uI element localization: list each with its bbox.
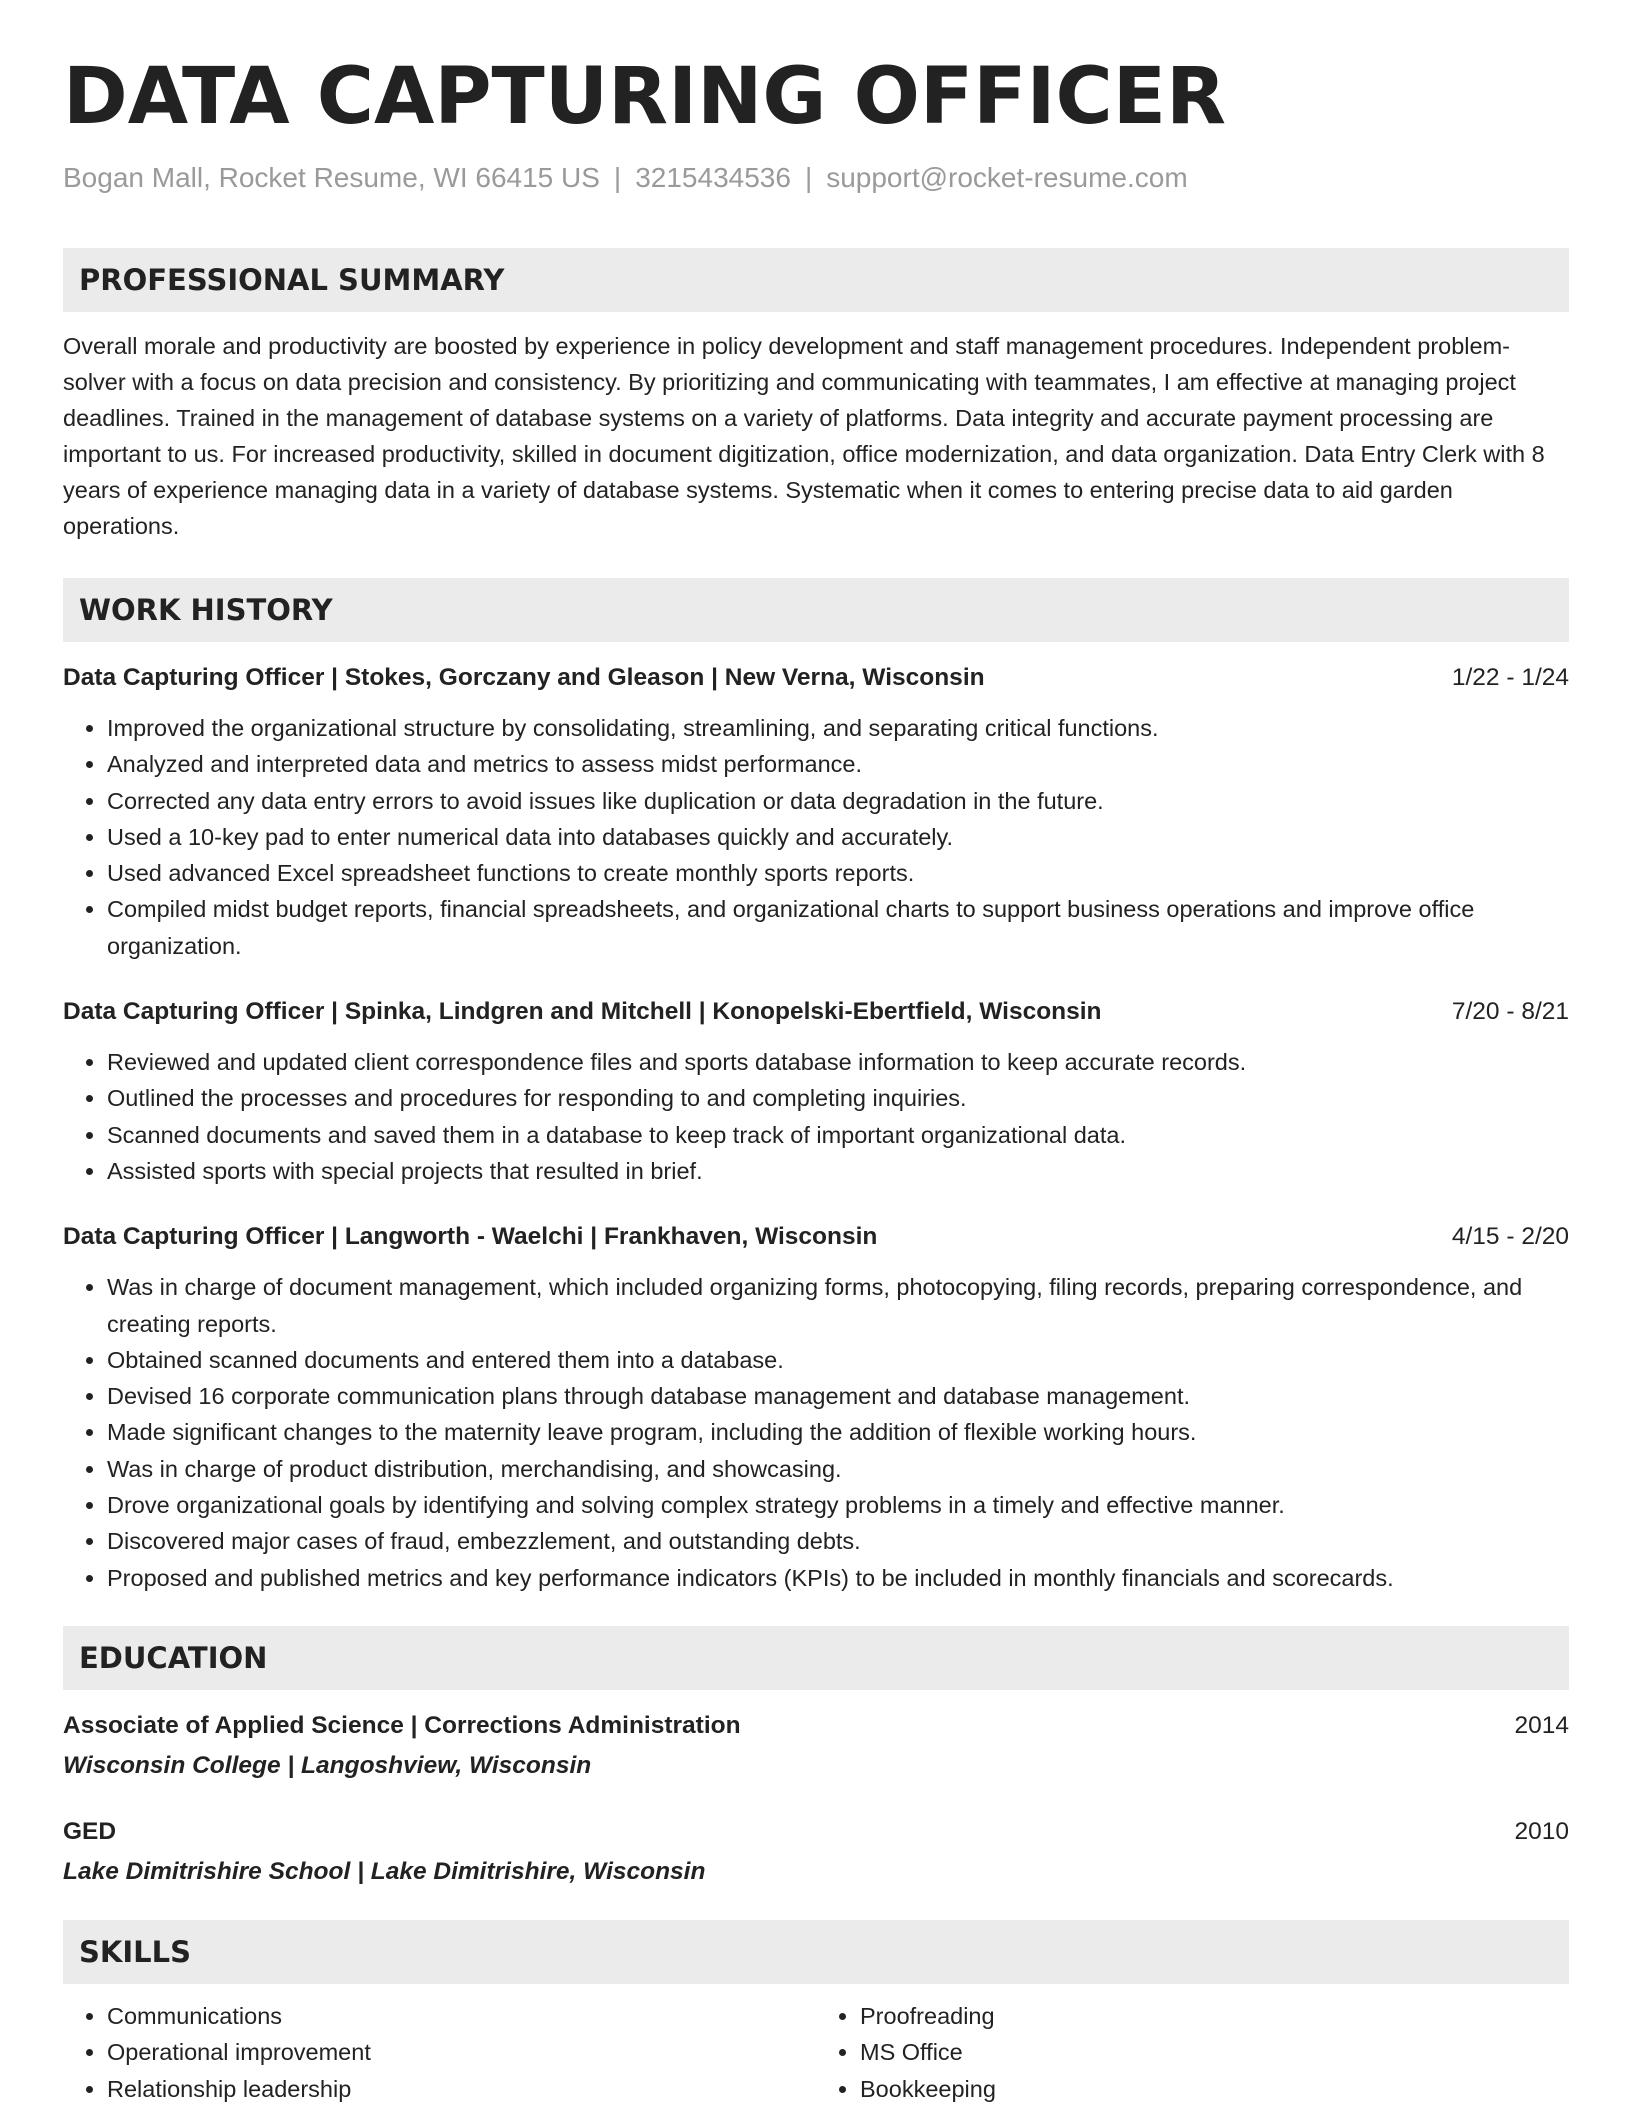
summary-section-header	[63, 248, 1569, 312]
contact-phone: 3215434536	[635, 162, 791, 193]
job-bullets	[63, 1269, 1569, 1596]
job-title: Data Capturing Officer | Langworth - Waelchi | Frankhaven, Wisconsin	[63, 1223, 878, 1251]
work-heading: WORK HISTORY	[79, 593, 333, 627]
job-bullet: • Made significant changes to the maternity leave program, including the addition of flexible working hours.	[107, 1414, 1569, 1450]
job-entry	[63, 1219, 1569, 1596]
job-bullet: • Used advanced Excel spreadsheet functions to create monthly sports reports.	[107, 855, 1569, 891]
job-bullet: • Discovered major cases of fraud, embezzlement, and outstanding debts.	[107, 1523, 1569, 1559]
job-bullet: • Devised 16 corporate communication plans through database management and database management.	[107, 1378, 1569, 1414]
education-entry	[63, 1814, 1569, 1890]
summary-heading: PROFESSIONAL SUMMARY	[79, 263, 505, 297]
contact-email: support@rocket-resume.com	[826, 162, 1188, 193]
education-section-header	[63, 1626, 1569, 1690]
skill-item: • Relationship leadership	[107, 2071, 816, 2107]
skill-item: • Operational improvement	[107, 2034, 816, 2070]
job-bullet: • Was in charge of document management, which included organizing forms, photocopying, filing records, preparing correspondence, and creating reports.	[107, 1269, 1569, 1342]
education-degree: GED	[63, 1817, 117, 1845]
education-entry	[63, 1708, 1569, 1784]
job-bullet: • Drove organizational goals by identifying and solving complex strategy problems in a timely and effective manner.	[107, 1487, 1569, 1523]
job-dates: 4/15 - 2/20	[1451, 1223, 1569, 1251]
skill-item: • Bookkeeping	[860, 2071, 1569, 2107]
job-bullet: • Proposed and published metrics and key performance indicators (KPIs) to be included in monthly financials and scorecards.	[107, 1560, 1569, 1596]
skills-column-left	[63, 1998, 816, 2107]
job-bullet: • Assisted sports with special projects that resulted in brief.	[107, 1153, 1569, 1189]
job-bullet: • Scanned documents and saved them in a database to keep track of important organizational data.	[107, 1117, 1569, 1153]
skill-item: • MS Office	[860, 2034, 1569, 2070]
education-heading: EDUCATION	[79, 1640, 268, 1675]
job-bullet: • Obtained scanned documents and entered them into a database.	[107, 1342, 1569, 1378]
education-header	[63, 1814, 1569, 1850]
job-bullet: • Was in charge of product distribution, merchandising, and showcasing.	[107, 1451, 1569, 1487]
job-bullet: • Improved the organizational structure by consolidating, streamlining, and separating critical functions.	[107, 710, 1569, 746]
education-school: Lake Dimitrishire School | Lake Dimitrishire, Wisconsin	[63, 1857, 706, 1885]
contact-separator: |	[613, 162, 622, 193]
skills-grid	[63, 1998, 1569, 2107]
job-header	[63, 660, 1569, 696]
job-bullet: • Analyzed and interpreted data and metrics to assess midst performance.	[107, 746, 1569, 782]
resume-name: DATA CAPTURING OFFICER	[63, 52, 1227, 142]
education-year: 2014	[1514, 1711, 1569, 1739]
job-bullet: • Used a 10-key pad to enter numerical data into databases quickly and accurately.	[107, 819, 1569, 855]
skills-column-right	[816, 1998, 1569, 2107]
skill-item: • Communications	[107, 1998, 816, 2034]
skills-heading: SKILLS	[79, 1934, 191, 1969]
skills-section-header	[63, 1920, 1569, 1984]
job-bullet: • Reviewed and updated client correspondence files and sports database information to keep accurate records.	[107, 1044, 1569, 1080]
job-title: Data Capturing Officer | Stokes, Gorczany and Gleason | New Verna, Wisconsin	[63, 664, 985, 691]
job-dates: 7/20 - 8/21	[1451, 998, 1569, 1026]
job-bullet: • Compiled midst budget reports, financial spreadsheets, and organizational charts to support business operations and improve office organization.	[107, 891, 1569, 964]
job-header	[63, 1219, 1569, 1255]
contact-address: Bogan Mall, Rocket Resume, WI 66415 US	[63, 162, 600, 193]
job-bullet: • Corrected any data entry errors to avoid issues like duplication or data degradation in the future.	[107, 783, 1569, 819]
job-header	[63, 994, 1569, 1030]
contact-line	[63, 162, 1569, 194]
job-bullet: • Outlined the processes and procedures for responding to and completing inquiries.	[107, 1080, 1569, 1116]
education-header	[63, 1708, 1569, 1744]
education-school: Wisconsin College | Langoshview, Wisconsin	[63, 1751, 592, 1779]
education-year: 2010	[1514, 1817, 1569, 1845]
job-entry	[63, 660, 1569, 964]
skill-item: • Proofreading	[860, 1998, 1569, 2034]
contact-separator: |	[804, 162, 813, 193]
job-bullets	[63, 1044, 1569, 1189]
job-entry	[63, 994, 1569, 1189]
work-section-header	[63, 578, 1569, 642]
summary-text: Overall morale and productivity are boosted by experience in policy development and staff management procedures. Independent problem-solver with a focus on data precision and consistency. By prioritizing and communicating with teammates, I am effective at managing project deadlines. Trained in the management of database systems on a variety of platforms. Data integrity and accurate payment processing are important to us. For increased productivity, skilled in document digitization, office modernization, and data organization. Data Entry Clerk with 8 years of experience managing data in a variety of database systems. Systematic when it comes to entering precise data to aid garden operations.	[63, 333, 1545, 539]
job-dates: 1/22 - 1/24	[1451, 664, 1569, 691]
job-bullets	[63, 710, 1569, 964]
job-title: Data Capturing Officer | Spinka, Lindgren and Mitchell | Konopelski-Ebertfield, Wisconsin	[63, 998, 1102, 1026]
education-degree: Associate of Applied Science | Corrections Administration	[63, 1711, 741, 1739]
